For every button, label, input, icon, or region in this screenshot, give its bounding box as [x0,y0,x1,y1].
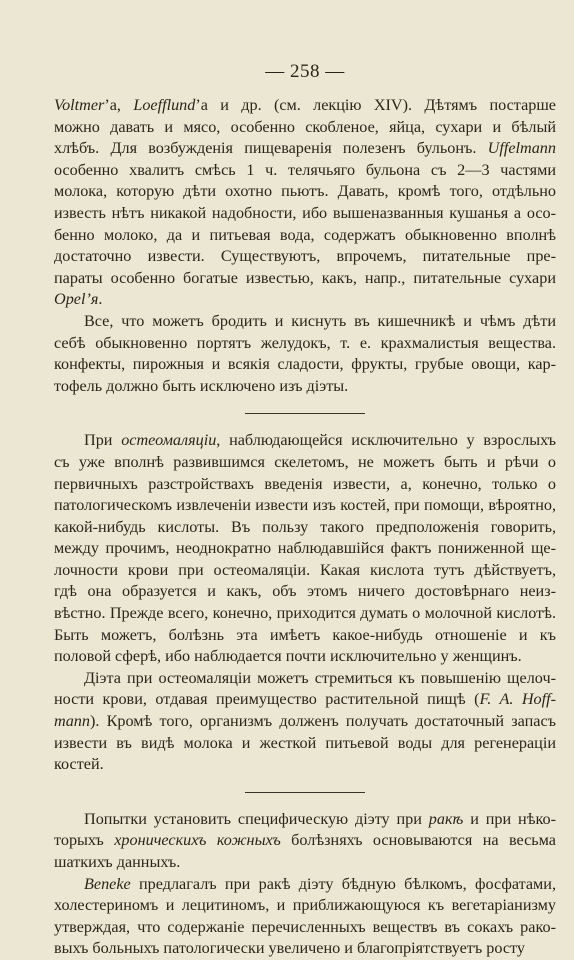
text-run: съ уже вполнѣ развившимся скелетомъ, не можетъ быть и рѣчи о [54,452,556,471]
italic-text: Opel [54,290,86,309]
text-run: молока, которую дѣти охотно пьютъ. Давать, кромѣ того, отдѣльно [54,182,556,201]
paragraph [54,668,556,776]
paragraph [54,311,556,397]
text-line [54,160,556,182]
italic-text: Uffelmann [487,139,556,158]
text-run: Быть можетъ, болѣзнь эта имѣетъ какое-нибудь отношеніе и къ [54,625,556,644]
text-line [54,376,556,398]
paragraph [54,430,556,668]
text-run: предлагалъ при ракѣ діэту бѣдную бѣлкомъ, фосфатами, [130,874,556,893]
italic-text: ’я [85,290,99,309]
text-line [54,852,556,874]
text-line [54,809,556,831]
italic-text: mann [54,712,90,731]
text-line [54,938,556,960]
text-line [54,895,556,917]
text-line [54,517,556,539]
text-line [54,203,556,225]
italic-text: ракѣ [428,809,464,828]
text-line [54,430,556,452]
text-run: себѣ обыкновенно портятъ желудокъ, т. е. крахмалистыя вещества. [54,333,556,352]
italic-text: Beneke [84,874,131,893]
text-line [54,754,556,776]
text-section [54,430,556,776]
text-run: лочности крови при остеомаляціи. Какая кислота тутъ дѣйствуетъ, [54,560,556,579]
text-line [54,311,556,333]
text-line [54,711,556,733]
text-run: можно давать и мясо, особенно скобленое, яйца, сухари и бѣлый [54,117,556,136]
text-line [54,538,556,560]
text-line [54,268,556,290]
text-run: тофель должно быть исключено изъ діэты. [54,376,349,395]
text-run: половой сферѣ, ибо наблюдается почти исключительно у женщинъ. [54,647,522,666]
text-line [54,689,556,711]
text-run: хлѣбъ. Для возбужденія пищеваренія полезенъ бульонъ. [54,139,488,158]
text-run: Все, что можетъ бродить и киснуть въ кишечникѣ и чѣмъ дѣти [84,311,556,330]
text-run: гдѣ она образуется и какъ, объ этомъ ничего достовѣрнаго неиз- [54,582,556,601]
text-run: первичныхъ разстройствахъ введенія извести, а, конечно, только о [54,474,556,493]
text-run: вѣстно. Прежде всего, конечно, приходится думать о молочной кислотѣ. [54,604,556,623]
text-run: Попытки установить специфическую діэту при [84,809,429,828]
text-line [54,289,556,311]
text-line [54,581,556,603]
text-run: извести въ видѣ молока и жесткой питьевой воды для регенераціи [54,733,556,752]
text-line [54,354,556,376]
text-run: выхъ больныхъ патологически увеличено и благопріятствуетъ росту [54,939,525,958]
text-line [54,225,556,247]
text-run: , наблюдающейся исключительно у взрослыхъ [216,431,556,450]
text-run: холестериномъ и лецитиномъ, и приближающуюся къ вегетаріанизму [54,896,556,915]
text-run: ). Кромѣ того, организмъ долженъ получать достаточный запасъ [89,712,556,731]
text-run: костей. [54,755,104,774]
page-body [54,95,556,960]
text-line [54,603,556,625]
text-line [54,495,556,517]
text-run: Діэта при остеомаляціи можетъ стремиться къ повышенію щелоч- [84,668,556,687]
italic-text: Voltmer [54,96,105,114]
text-run: конфекты, пирожныя и всякія сладости, фрукты, грубые овощи, кар- [54,355,556,374]
text-section [54,95,556,397]
text-run: какой-нибудь кислоты. Въ пользу такого предположенія говорить, [54,517,556,536]
text-run: бенно молоко, да и питьевая вода, содержатъ обыкновенно вполнѣ [54,225,556,244]
text-run: параты особенно богатые известью, какъ, напр., питательные сухари [54,268,556,287]
text-line [54,646,556,668]
text-section [54,809,556,960]
italic-text: хроническихъ кожныхъ [114,831,281,850]
text-line [54,733,556,755]
book-page [54,60,556,960]
text-line [54,246,556,268]
text-run: патологическомъ извлеченіи извести изъ костей, при помощи, вѣроятно, [54,496,556,515]
page-number: — 258 — [265,61,345,82]
section-divider [245,413,365,414]
text-run: и при нѣко- [463,809,557,828]
paragraph [54,95,556,311]
italic-text: остеомаляціи [121,431,217,450]
text-run: между прочимъ, неоднократно наблюдавшійся фактъ пониженной ще- [54,539,556,558]
text-line [54,95,556,117]
text-run: ’а, [104,96,134,114]
italic-text: F. A. Hoff- [479,690,556,709]
text-run: торыхъ [54,831,115,850]
text-line [54,874,556,896]
text-line [54,474,556,496]
text-run: болѣзняхъ основываются на весьма [280,831,556,850]
text-line [54,117,556,139]
text-run: . [98,290,103,309]
text-run: достаточно извести. Существуютъ, впрочемъ, питательные пре- [54,247,556,266]
text-line [54,668,556,690]
text-line [54,333,556,355]
italic-text: Loefflund [133,96,196,114]
text-run: При [84,431,122,450]
paragraph [54,874,556,960]
paragraph [54,809,556,874]
text-line [54,452,556,474]
text-line [54,830,556,852]
text-run: известь нѣтъ никакой надобности, ибо вышеназванныя кушанья а осо- [54,203,556,222]
section-divider [245,792,365,793]
text-run: утверждая, что содержаніе перечисленныхъ веществъ въ сокахъ рако- [54,917,556,936]
text-line [54,560,556,582]
text-line [54,917,556,939]
text-run: ности крови, отдавая преимущество растительной пищѣ ( [54,690,480,709]
text-run: шаткихъ данныхъ. [54,853,181,871]
text-run: особенно хвалитъ смѣсь 1 ч. телячьяго бульона съ 2—3 частями [54,160,556,179]
text-line [54,138,556,160]
text-run: ’а и др. (см. лекцію XIV). Дѣтямъ постарше [195,96,556,114]
text-line [54,181,556,203]
text-line [54,625,556,647]
